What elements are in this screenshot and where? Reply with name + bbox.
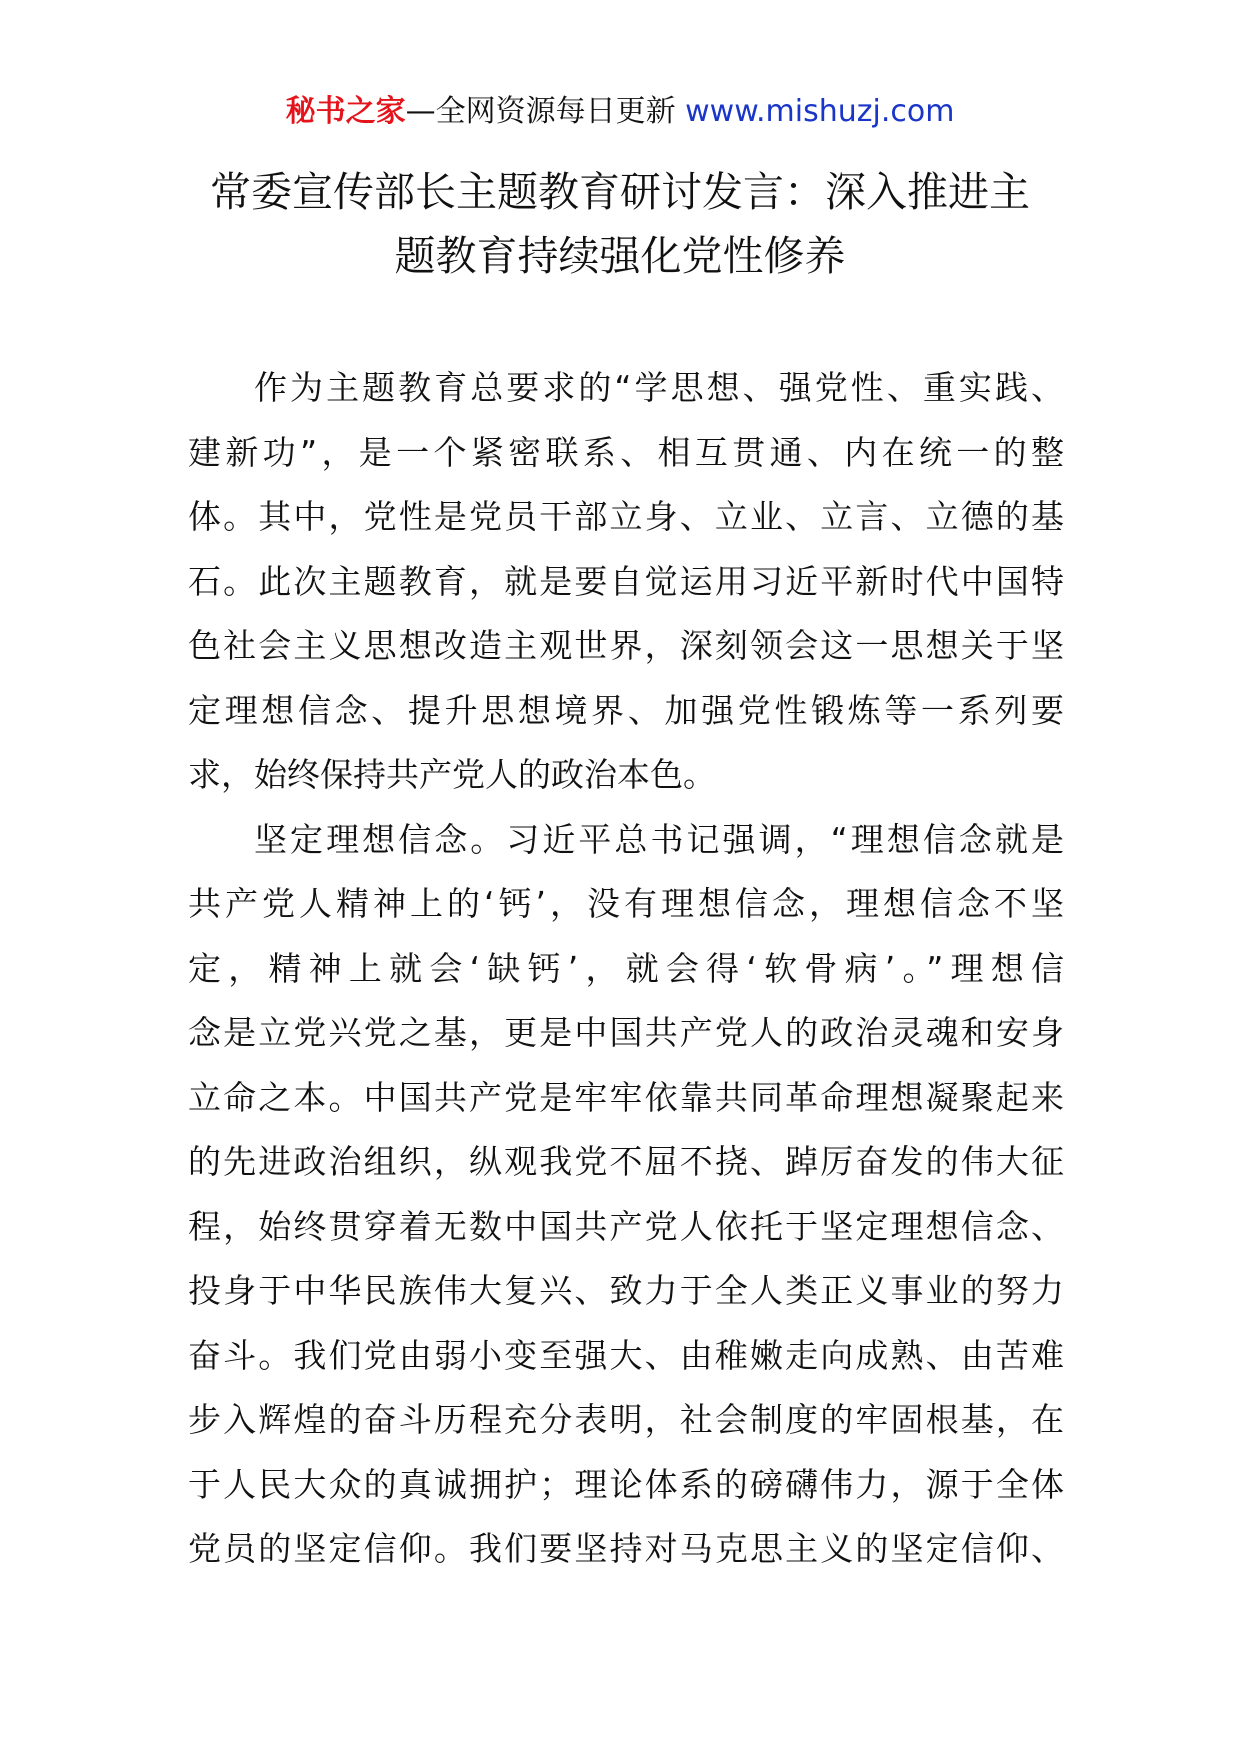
site-url-link[interactable]: www.mishuzj.com — [685, 94, 955, 129]
brand-name: 秘书之家 — [285, 94, 406, 129]
text-line: 念是立党兴党之基，更是中国共产党人的政治灵魂和安身 — [188, 1013, 1064, 1052]
site-tagline: —全网资源每日更新 — [405, 94, 686, 129]
text-line: 定，精神上就会‘缺钙’，就会得‘软骨病’。”理想信 — [188, 948, 1064, 988]
text-line: 求，始终保持共产党人的政治本色。 — [188, 755, 716, 794]
text-line: 投身于中华民族伟大复兴、致力于全人类正义事业的努力 — [188, 1271, 1064, 1310]
paragraph-1 — [188, 356, 1064, 808]
text-line: 坚定理想信念。习近平总书记强调，“理想信念就是 — [254, 819, 1064, 859]
text-line: 程，始终贯穿着无数中国共产党人依托于坚定理想信念、 — [188, 1206, 1064, 1246]
text-line: 色社会主义思想改造主观世界，深刻领会这一思想关于坚 — [188, 626, 1064, 665]
paragraph-2 — [188, 808, 1064, 1582]
text-line: 定理想信念、提升思想境界、加强党性锻炼等一系列要 — [188, 690, 1064, 730]
text-line: 石。此次主题教育，就是要自觉运用习近平新时代中国特 — [188, 561, 1064, 601]
text-line: 步入辉煌的奋斗历程充分表明，社会制度的牢固根基，在 — [188, 1400, 1064, 1439]
text-line: 的先进政治组织，纵观我党不屈不挠、踔厉奋发的伟大征 — [188, 1142, 1064, 1181]
text-line: 党员的坚定信仰。我们要坚持对马克思主义的坚定信仰、 — [188, 1529, 1064, 1568]
document-body — [188, 356, 1064, 1582]
text-line: 立命之本。中国共产党是牢牢依靠共同革命理想凝聚起来 — [188, 1077, 1064, 1117]
title-line: 常委宣传部长主题教育研讨发言：深入推进主 — [210, 168, 1030, 216]
text-line: 建新功”，是一个紧密联系、相互贯通、内在统一的整 — [188, 432, 1064, 472]
text-line: 奋斗。我们党由弱小变至强大、由稚嫩走向成熟、由苦难 — [188, 1335, 1064, 1375]
title-line: 题教育持续强化党性修养 — [394, 232, 846, 280]
text-line: 作为主题教育总要求的“学思想、强党性、重实践、 — [254, 368, 1064, 407]
site-header — [0, 92, 1240, 132]
text-line: 共产党人精神上的‘钙’，没有理想信念，理想信念不坚 — [188, 884, 1064, 923]
text-line: 于人民大众的真诚拥护；理论体系的磅礴伟力，源于全体 — [188, 1464, 1064, 1504]
document-title — [150, 160, 1090, 288]
text-line: 体。其中，党性是党员干部立身、立业、立言、立德的基 — [188, 497, 1064, 536]
